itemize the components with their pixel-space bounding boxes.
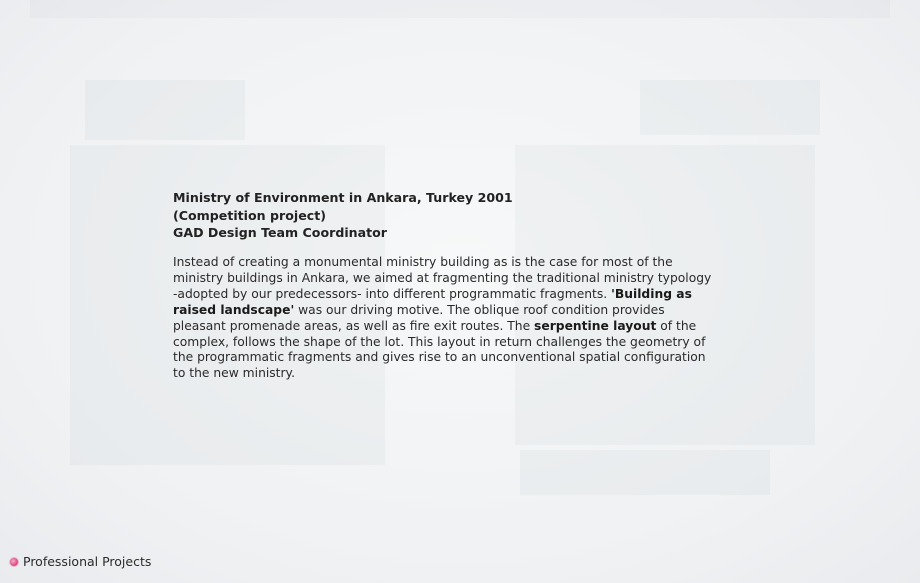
description-text: of the	[656, 318, 697, 333]
description-line: ministry buildings in Ankara, we aimed at fragmenting the traditional ministry typology	[173, 270, 712, 285]
pink-bullet-icon	[10, 558, 18, 566]
show-through-shape	[85, 80, 245, 140]
emphasis-text: serpentine layout	[534, 318, 657, 333]
description-line: Instead of creating a monumental ministry building as is the case for most of the	[173, 255, 673, 269]
description-text: -adopted by our predecessors- into different programmatic fragments.	[173, 286, 612, 301]
emphasis-text: raised landscape'	[173, 302, 295, 317]
emphasis-text: 'Building as	[611, 286, 692, 301]
description-line: to the new ministry.	[173, 366, 295, 381]
description-text: pleasant promenade areas, as well as fire exit routes. The	[173, 318, 535, 333]
project-subtitle: (Competition project)	[173, 207, 326, 223]
description-line	[173, 303, 743, 319]
project-heading	[173, 189, 513, 242]
description-line	[173, 319, 743, 335]
project-description	[173, 255, 743, 382]
show-through-shape	[520, 450, 770, 495]
section-label: Professional Projects	[23, 554, 152, 569]
description-line: complex, follows the shape of the lot. This layout in return challenges the geometry of	[173, 334, 706, 349]
section-footer	[10, 554, 151, 569]
project-role: GAD Design Team Coordinator	[173, 225, 387, 240]
description-text: was our driving motive. The oblique roof condition provides	[294, 302, 665, 317]
description-line	[173, 287, 743, 303]
show-through-strip	[30, 0, 890, 18]
project-title: Ministry of Environment in Ankara, Turkey 2001	[173, 190, 513, 205]
description-line: the programmatic fragments and gives rise to an unconventional spatial configuration	[173, 350, 706, 365]
show-through-shape	[640, 80, 820, 135]
